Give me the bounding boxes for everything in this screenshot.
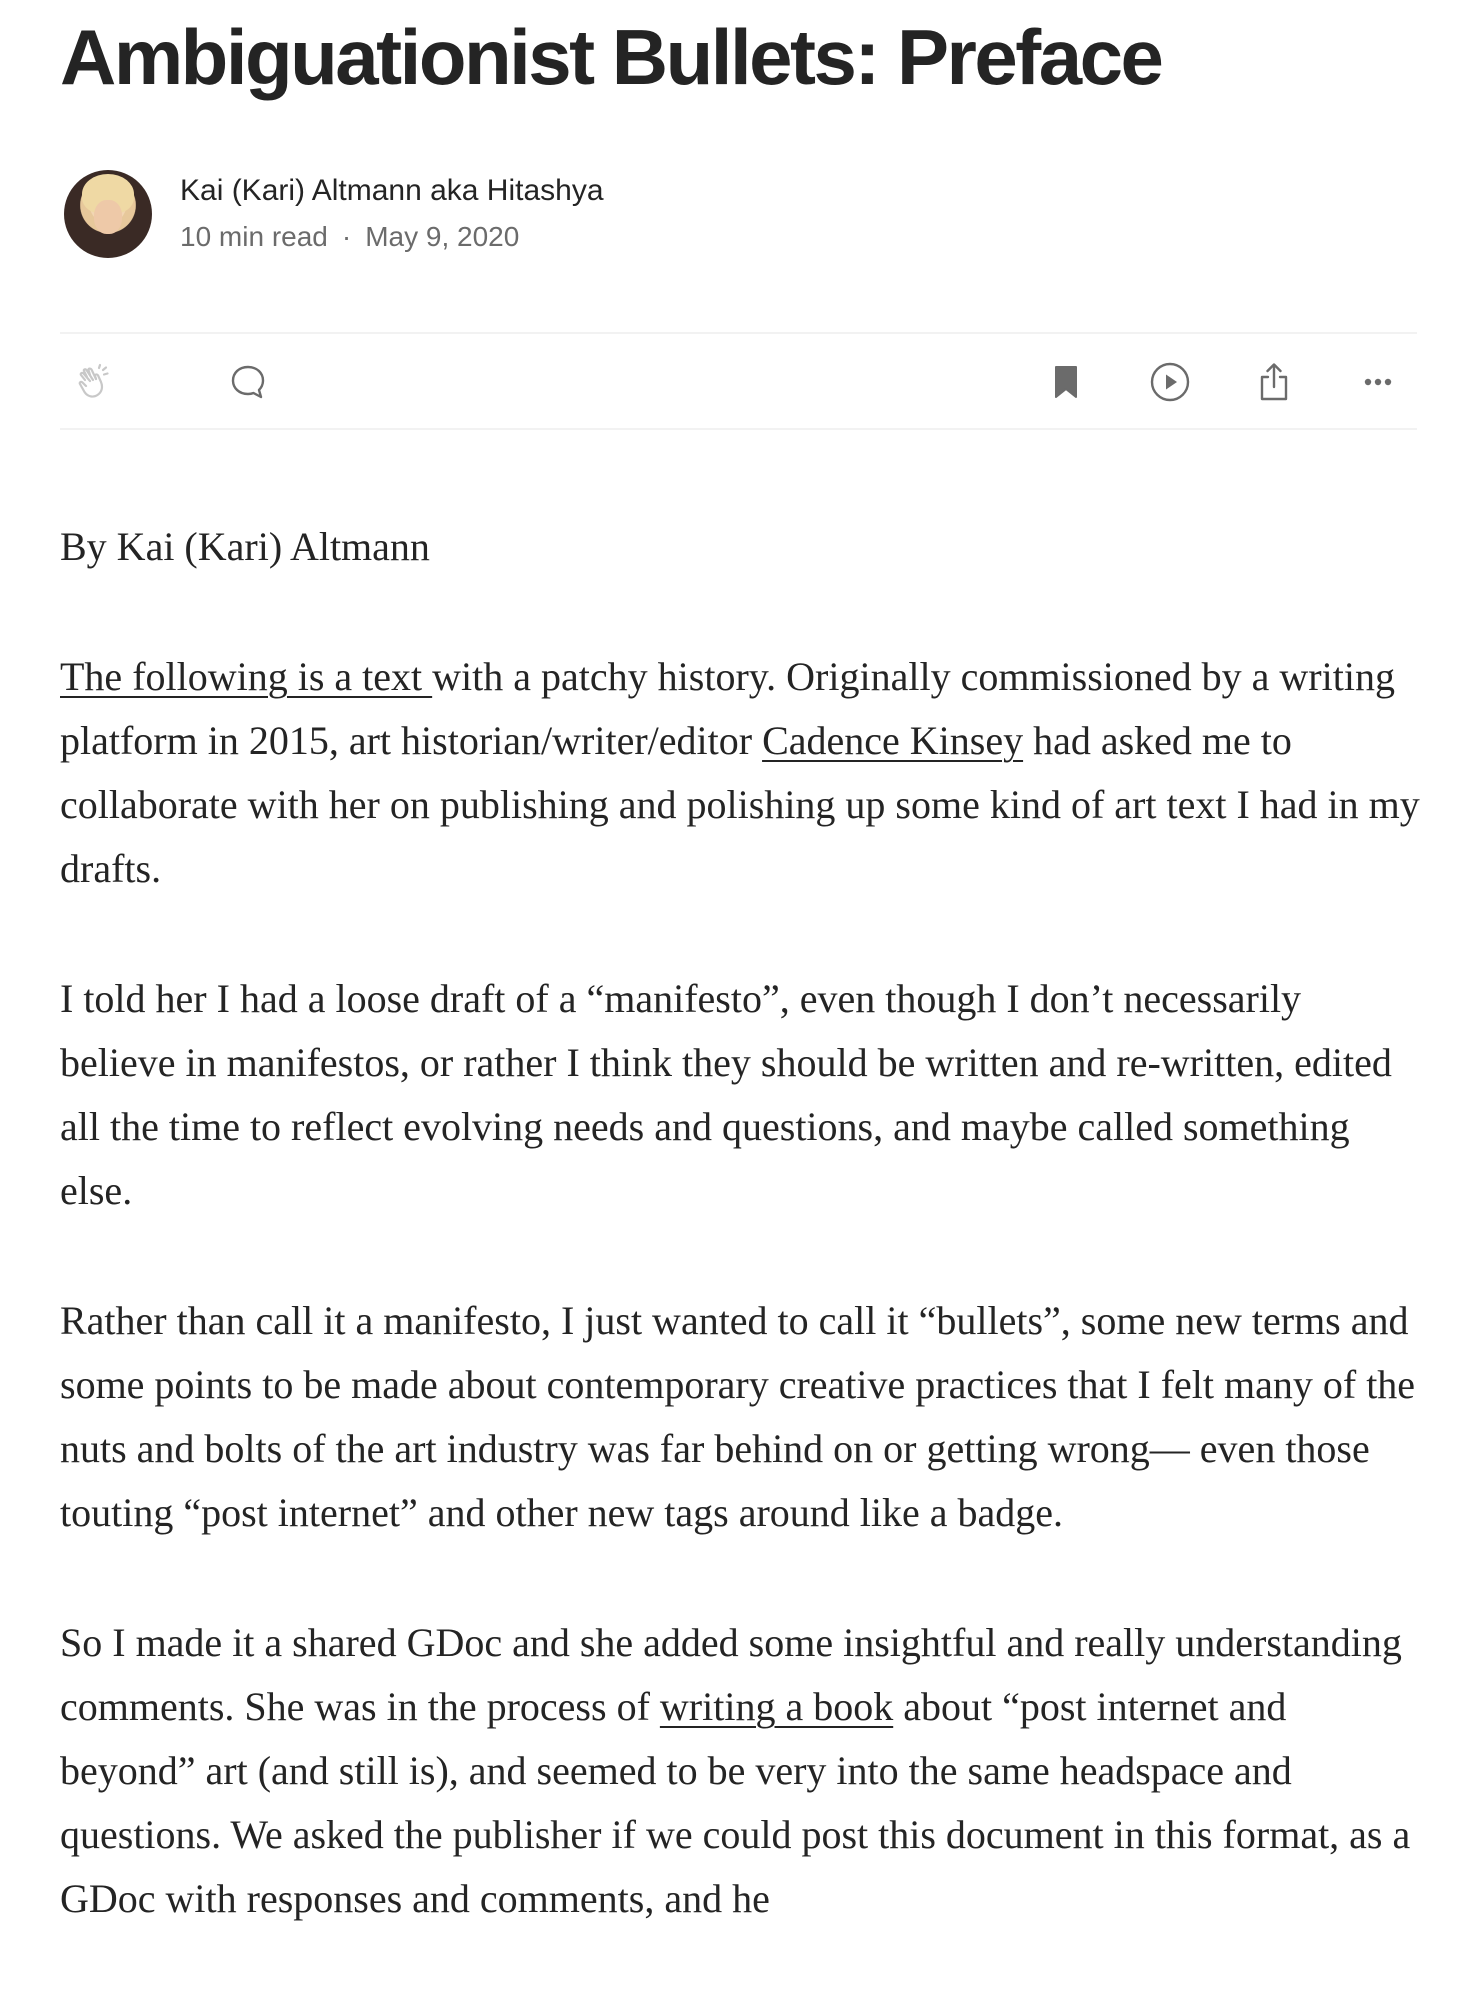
article-title: Ambiguationist Bullets: Preface xyxy=(60,13,1162,101)
author-byline xyxy=(64,170,604,258)
article-action-bar xyxy=(60,332,1417,430)
link-the-following-is-a-text[interactable]: The following is a text xyxy=(60,654,433,699)
more-icon[interactable] xyxy=(1356,360,1400,404)
author-name[interactable]: Kai (Kari) Altmann aka Hitashya xyxy=(180,174,604,207)
paragraph-3: Rather than call it a manifesto, I just wanted to call it “bullets”, some new terms and some points to be made about contemporary creative practices that I felt many of the nuts and bolts of the art industry was far behind on or getting wrong— even those touting “post internet” and other new tags around like a badge. xyxy=(60,1298,1416,1535)
paragraph-4-text-2: about “post internet and beyond” art (and still is), and seemed to be very into the same headspace and questions. We asked the publisher if we could post this document in this format, as a GDoc with responses and comments, and he xyxy=(60,1684,1411,1921)
comment-icon[interactable] xyxy=(226,360,270,404)
clap-icon[interactable] xyxy=(72,360,116,404)
link-writing-a-book[interactable]: writing a book xyxy=(659,1684,894,1729)
byline-text xyxy=(180,171,604,257)
body-byline: By Kai (Kari) Altmann xyxy=(60,524,430,569)
read-time: 10 min read xyxy=(180,221,328,252)
article-meta xyxy=(180,217,604,257)
publish-date: May 9, 2020 xyxy=(365,221,520,252)
author-avatar[interactable] xyxy=(64,170,152,258)
paragraph-1-text-2: had asked me to collaborate with her on publishing and polishing up some kind of art text I had in my drafts. xyxy=(60,718,1420,891)
paragraph-1 xyxy=(60,645,1420,901)
share-icon[interactable] xyxy=(1252,360,1296,404)
link-cadence-kinsey[interactable]: Cadence Kinsey xyxy=(762,718,1024,763)
meta-separator: · xyxy=(341,221,352,252)
article-body xyxy=(60,515,1420,1997)
paragraph-1-text-1: with a patchy history. Originally commissioned by a writing platform in 2015, art historian/writer/editor xyxy=(60,654,1395,763)
bookmark-icon[interactable] xyxy=(1044,360,1088,404)
paragraph-2: I told her I had a loose draft of a “manifesto”, even though I don’t necessarily believe in manifestos, or rather I think they should be written and re-written, edited all the time to reflect evolving needs and questions, and maybe called something else. xyxy=(60,976,1392,1213)
paragraph-4 xyxy=(60,1611,1420,1931)
play-icon[interactable] xyxy=(1148,360,1192,404)
paragraph-4-text-1: So I made it a shared GDoc and she added some insightful and really understanding comments. She was in the process of xyxy=(60,1620,1402,1729)
